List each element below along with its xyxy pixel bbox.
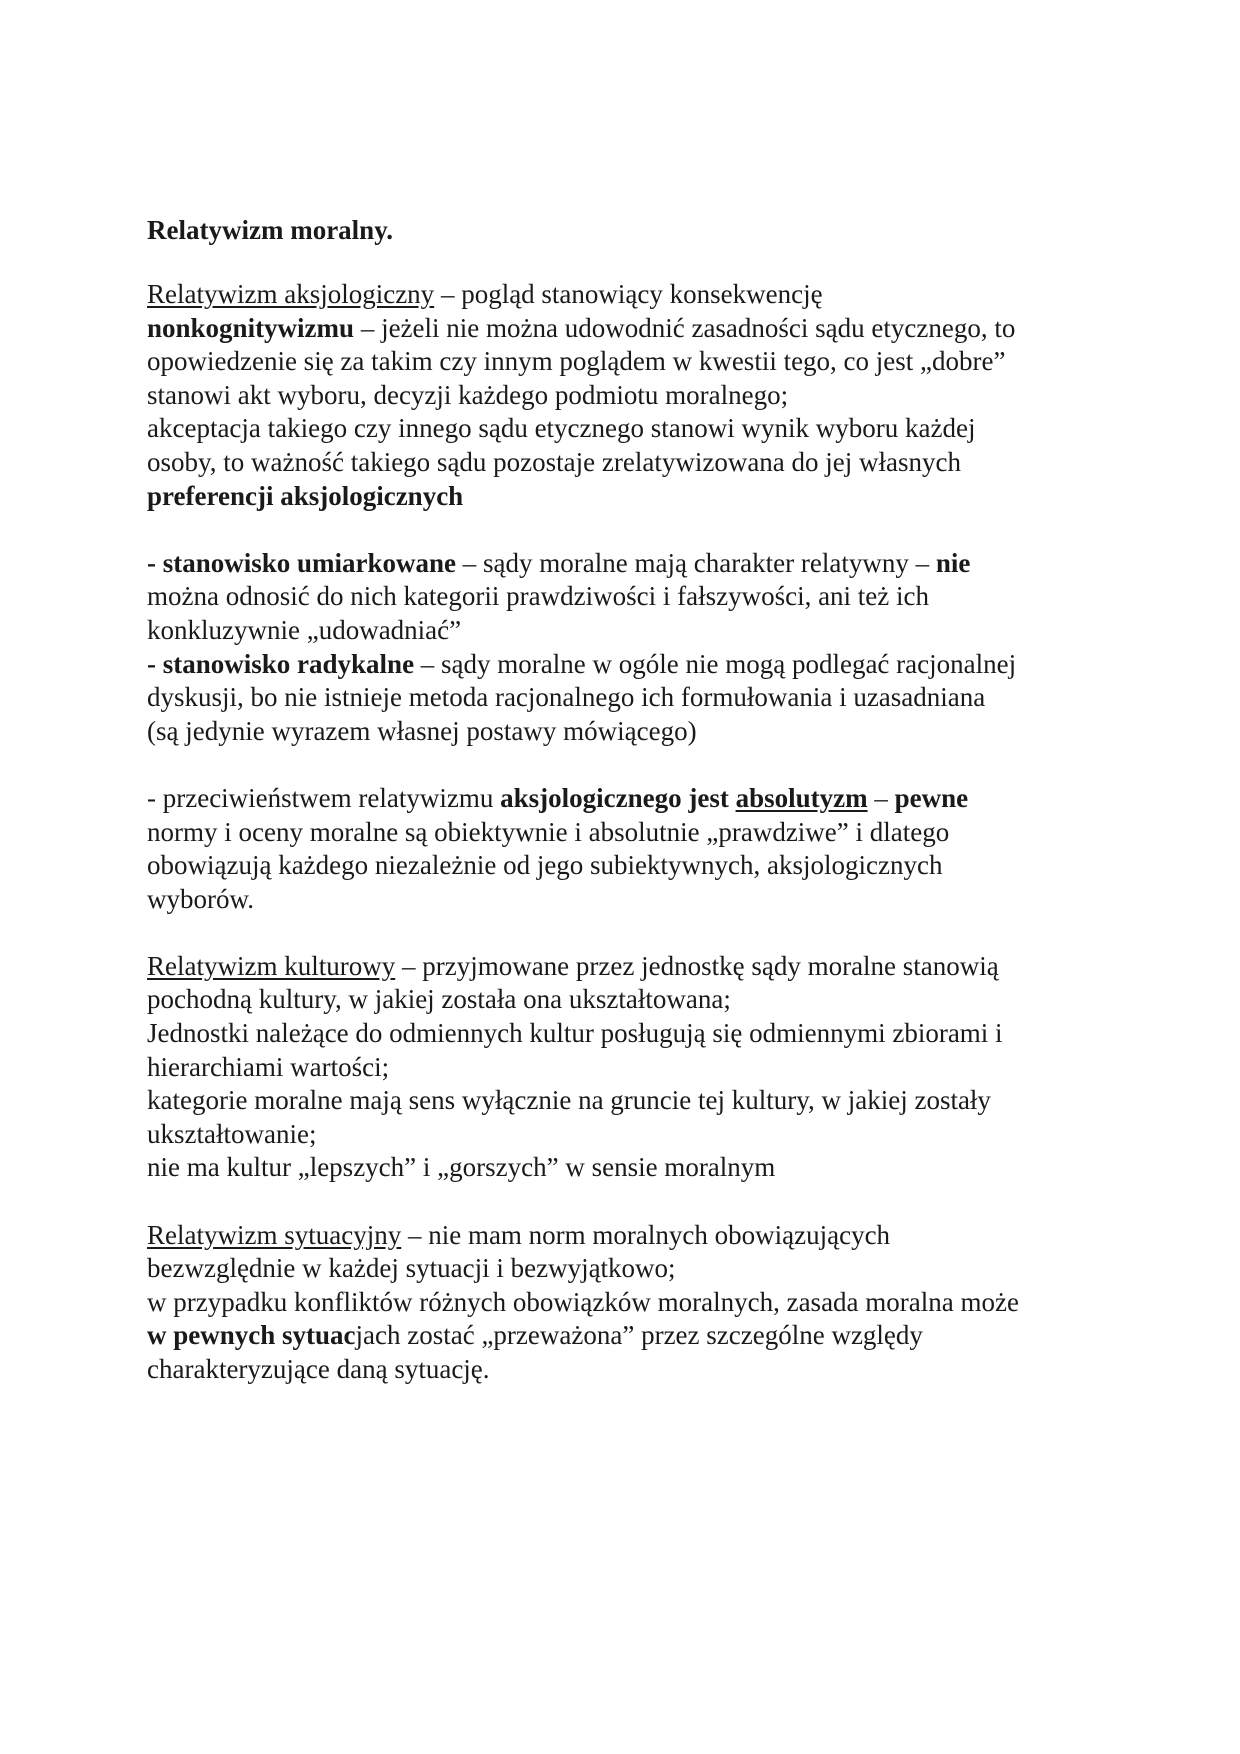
text-line: bezwzględnie w każdej sytuacji i bezwyjątkowo;	[147, 1253, 676, 1284]
text-line: charakteryzujące daną sytuację.	[147, 1354, 490, 1384]
text-line: opowiedzenie się za takim czy innym poglądem w kwestii tego, co jest „dobre”	[147, 346, 1006, 377]
text-line: akceptacja takiego czy innego sądu etycznego stanowi wynik wyboru każdej	[147, 413, 976, 444]
term-noncognitivism: nonkognitywizmu	[147, 312, 355, 343]
text-line	[147, 312, 1107, 346]
text-line	[147, 278, 1107, 312]
text-line: ukształtowanie;	[147, 1118, 317, 1149]
text-line: obowiązują każdego niezależnie od jego subiektywnych, aksjologicznych	[147, 850, 943, 881]
paragraph-situational-relativism	[147, 1219, 1107, 1387]
text-span: - przeciwieństwem relatywizmu	[147, 782, 501, 813]
paragraph-axiological-relativism	[147, 278, 1107, 513]
text-span: – pogląd stanowiący konsekwencję	[434, 279, 823, 309]
term-absolutism: absolutyzm	[735, 782, 868, 813]
text-line	[147, 1219, 1107, 1253]
text-line	[147, 782, 1107, 816]
text-line: pochodną kultury, w jakiej została ona ukształtowana;	[147, 984, 731, 1015]
text-line: w przypadku konfliktów różnych obowiązków moralnych, zasada moralna może	[147, 1286, 1019, 1317]
text-line: kategorie moralne mają sens wyłącznie na gruncie tej kultury, w jakiej zostały	[147, 1085, 991, 1116]
text-line: wyborów.	[147, 883, 254, 914]
text-line: Jednostki należące do odmiennych kultur posługują się odmiennymi zbiorami i	[147, 1018, 1003, 1049]
text-span: – sądy moralne mają charakter relatywny –	[456, 547, 936, 578]
text-line: nie ma kultur „lepszych” i „gorszych” w sensie moralnym	[147, 1152, 776, 1183]
text-line	[147, 648, 1107, 682]
text-line	[147, 547, 1107, 581]
paragraph-cultural-relativism	[147, 950, 1107, 1185]
text-span: – nie mam norm moralnych obowiązujących	[401, 1219, 891, 1250]
text-line: osoby, to ważność takiego sądu pozostaje zrelatywizowana do jej własnych	[147, 446, 961, 477]
text-line: konkluzywnie „udowadniać”	[147, 614, 462, 645]
text-span: – przyjmowane przez jednostkę sądy moralne stanowią	[395, 950, 999, 981]
paragraph-absolutism	[147, 782, 1107, 916]
term-radical-position: - stanowisko radykalne	[147, 648, 415, 679]
document-title: Relatywizm moralny.	[147, 215, 393, 245]
text-line: normy i oceny moralne są obiektywnie i absolutnie „prawdziwe” i dlatego	[147, 816, 950, 847]
text-span: jach zostać „przeważona” przez szczególne względy	[355, 1320, 923, 1351]
text-span: –	[867, 782, 895, 813]
term-situational-relativism: Relatywizm sytuacyjny	[147, 1219, 402, 1250]
text-span: pewne	[894, 782, 969, 813]
paragraph-positions	[147, 547, 1107, 749]
text-line	[147, 1319, 1107, 1353]
document-page	[147, 214, 1107, 1420]
text-line: dyskusji, bo nie istnieje metoda racjonalnego ich formułowania i uzasadniana	[147, 682, 986, 713]
term-moderate-position: - stanowisko umiarkowane	[147, 547, 457, 578]
text-span: aksjologicznego jest	[500, 782, 736, 813]
text-span: – sądy moralne w ogóle nie mogą podlegać racjonalnej	[414, 648, 1017, 679]
text-line: (są jedynie wyrazem własnej postawy mówiącego)	[147, 715, 697, 746]
text-span: nie	[935, 547, 971, 578]
text-line: stanowi akt wyboru, decyzji każdego podmiotu moralnego;	[147, 379, 789, 410]
text-span: w pewnych sytuac	[147, 1320, 356, 1351]
text-line	[147, 950, 1107, 984]
text-line: można odnosić do nich kategorii prawdziwości i fałszywości, ani też ich	[147, 581, 930, 612]
term-axiological-relativism: Relatywizm aksjologiczny	[147, 279, 435, 309]
term-cultural-relativism: Relatywizm kulturowy	[147, 950, 396, 981]
text-span: – jeżeli nie można udowodnić zasadności sądu etycznego, to	[354, 312, 1016, 343]
text-line: preferencji aksjologicznych	[147, 480, 464, 511]
text-line: hierarchiami wartości;	[147, 1051, 390, 1082]
